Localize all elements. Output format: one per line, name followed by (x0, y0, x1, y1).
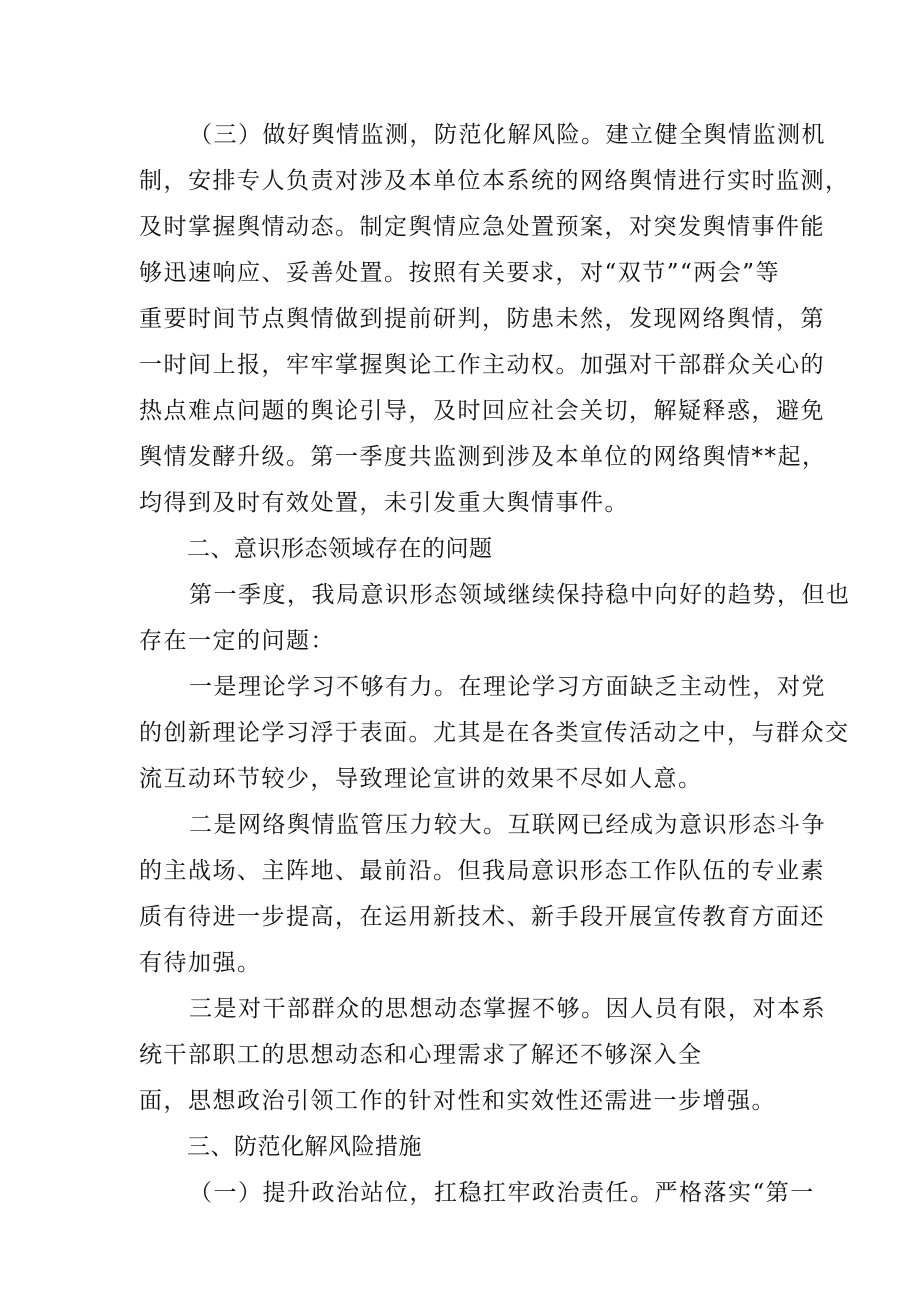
text-line: 流互动环节较少，导致理论宣讲的效果不尽如人意。 (139, 766, 703, 792)
text-line: （三）做好舆情监测，防范化解风险。建立健全舆情监测机 (189, 122, 826, 148)
text-line: 统干部职工的思想动态和心理需求了解还不够深入全 (139, 1042, 703, 1068)
text-line: 面，思想政治引领工作的针对性和实效性还需进一步增强。 (139, 1088, 776, 1114)
text-line: 三是对干部群众的思想动态掌握不够。因人员有限，对本系 (189, 996, 826, 1022)
text-line: 热点难点问题的舆论引导，及时回应社会关切，解疑释惑，避免 (139, 398, 825, 424)
text-line: 制，安排专人负责对涉及本单位本系统的网络舆情进行实时监测， (139, 168, 850, 194)
text-line: 二是网络舆情监管压力较大。互联网已经成为意识形态斗争 (189, 812, 826, 838)
text-line: 存在一定的问题： (139, 628, 335, 654)
section-heading-problems: 二、意识形态领域存在的问题 (187, 536, 493, 562)
text-line: 舆情发酵升级。第一季度共监测到涉及本单位的网络舆情**起， (139, 444, 827, 470)
text-line: 够迅速响应、妥善处置。按照有关要求，对“双节”“两会”等 (139, 260, 781, 286)
text-line: 第一季度，我局意识形态领域继续保持稳中向好的趋势，但也 (189, 582, 851, 608)
text-line: 质有待进一步提高，在运用新技术、新手段开展宣传教育方面还 (139, 904, 825, 930)
section-heading-measures: 三、防范化解风险措施 (187, 1134, 422, 1160)
text-line: 一是理论学习不够有力。在理论学习方面缺乏主动性，对党 (189, 674, 826, 700)
text-line: 的主战场、主阵地、最前沿。但我局意识形态工作队伍的专业素 (139, 858, 825, 884)
text-line: 均得到及时有效处置，未引发重大舆情事件。 (139, 490, 629, 516)
text-line: 及时掌握舆情动态。制定舆情应急处置预案，对突发舆情事件能 (139, 214, 825, 240)
text-line: 有待加强。 (139, 950, 262, 976)
text-line: 重要时间节点舆情做到提前研判，防患未然，发现网络舆情，第 (139, 306, 825, 332)
text-line: 的创新理论学习浮于表面。尤其是在各类宣传活动之中，与群众交 (139, 720, 850, 746)
text-line: 一时间上报，牢牢掌握舆论工作主动权。加强对干部群众关心的 (139, 352, 825, 378)
text-line: （一）提升政治站位，扛稳扛牢政治责任。严格落实“第一 (189, 1180, 815, 1206)
